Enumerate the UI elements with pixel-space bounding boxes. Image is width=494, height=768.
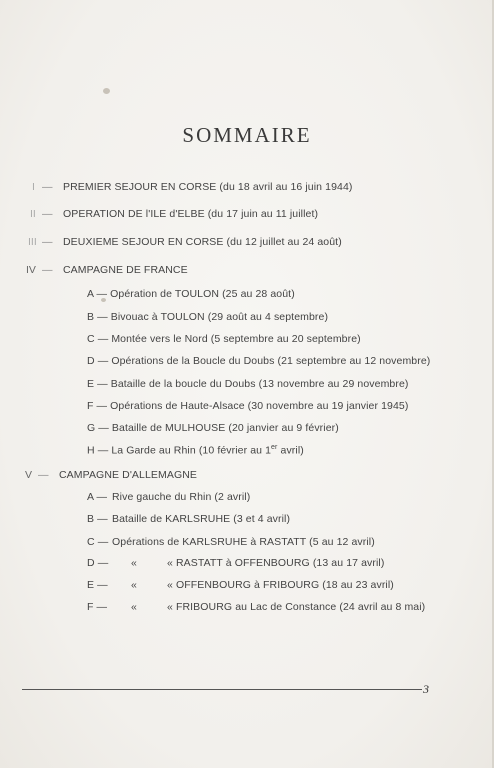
footer-rule — [22, 689, 422, 690]
subsection-item: C — Montée vers le Nord (5 septembre au 20 septembre) — [87, 333, 361, 345]
subsection-text: « OFFENBOURG à FRIBOURG (18 au 23 avril) — [167, 579, 394, 591]
subsection-text: « RASTATT à OFFENBOURG (13 au 17 avril) — [167, 557, 385, 569]
section-number: V — [25, 469, 33, 481]
subsection-text: Bataille de KARLSRUHE (3 et 4 avril) — [112, 513, 291, 525]
ditto-mark: « — [131, 601, 137, 613]
section-number: I — [32, 181, 35, 193]
subsection-item: H — La Garde au Rhin (10 février au 1er avril) — [87, 444, 304, 457]
section-number: III — [28, 236, 37, 248]
section-number: II — [30, 208, 36, 220]
section-dash: — — [42, 264, 53, 276]
page-title: SOMMAIRE — [182, 123, 312, 147]
section-dash: — — [38, 469, 49, 481]
subsection-item: D — Opérations de la Boucle du Doubs (21 septembre au 12 novembre) — [87, 355, 431, 367]
subsection-text: Opérations de KARLSRUHE à RASTATT (5 au 12 avril) — [112, 536, 375, 548]
subsection-letter: A — — [87, 491, 108, 503]
subsection-letter: E — — [87, 579, 108, 591]
subsection-item: F — Opérations de Haute-Alsace (30 novembre au 19 janvier 1945) — [87, 400, 409, 412]
section-title: CAMPAGNE D'ALLEMAGNE — [59, 469, 198, 481]
subsection-item: E — Bataille de la boucle du Doubs (13 novembre au 29 novembre) — [87, 378, 409, 390]
subsection-letter: F — — [87, 601, 108, 613]
subsection-item: B — Bivouac à TOULON (29 août au 4 septembre) — [87, 311, 329, 323]
subsection-letter: C — — [87, 536, 109, 548]
subsection-item: G — Bataille de MULHOUSE (20 janvier au 9 février) — [87, 422, 339, 434]
page-number: 3 — [423, 682, 429, 696]
section-title: PREMIER SEJOUR EN CORSE (du 18 avril au 16 juin 1944) — [63, 181, 353, 193]
section-dash: — — [42, 181, 53, 193]
ditto-mark: « — [131, 557, 137, 569]
section-title: DEUXIEME SEJOUR EN CORSE (du 12 juillet au 24 août) — [63, 236, 342, 248]
subsection-letter: D — — [87, 557, 109, 569]
section-title: CAMPAGNE DE FRANCE — [63, 264, 188, 276]
subsection-letter: B — — [87, 513, 108, 525]
subsection-text: Rive gauche du Rhin (2 avril) — [112, 491, 251, 503]
section-number: IV — [26, 264, 36, 276]
ditto-mark: « — [131, 579, 137, 591]
section-dash: — — [42, 236, 53, 248]
subsection-item: A — Opération de TOULON (25 au 28 août) — [87, 288, 295, 300]
paper-stain — [103, 88, 110, 94]
section-title: OPERATION DE l'ILE d'ELBE (du 17 juin au 11 juillet) — [63, 208, 319, 220]
subsection-text: « FRIBOURG au Lac de Constance (24 avril au 8 mai) — [167, 601, 426, 613]
section-dash: — — [42, 208, 53, 220]
